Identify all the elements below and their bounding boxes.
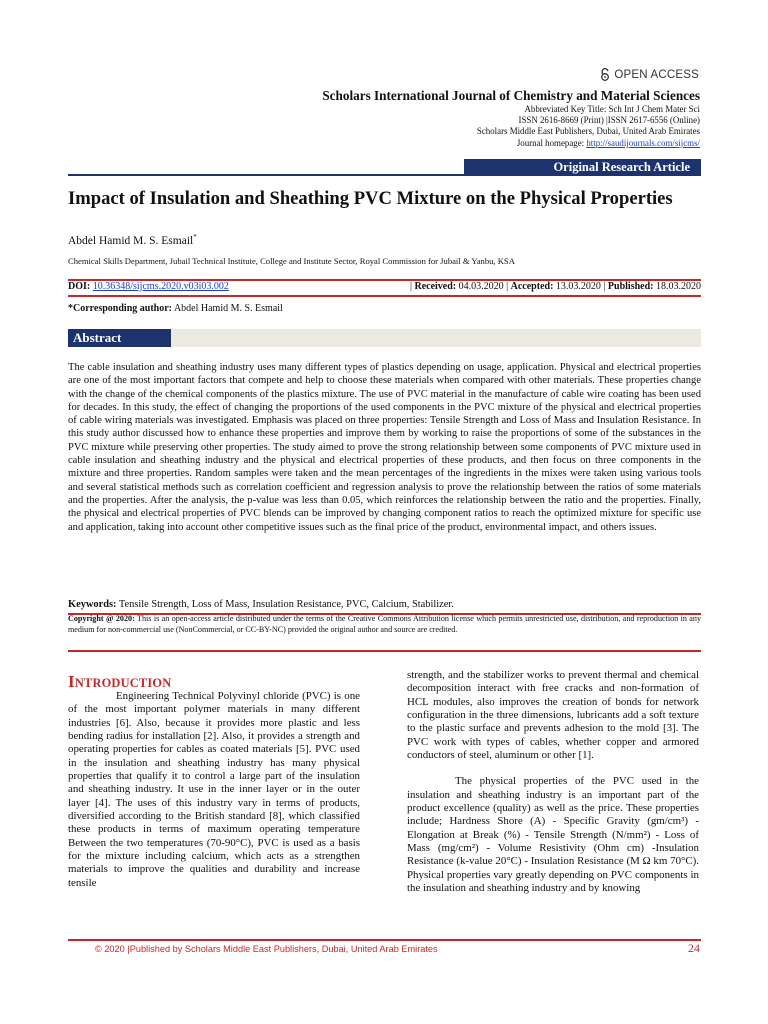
open-access-label: OPEN ACCESS bbox=[614, 68, 699, 81]
publisher-line: Scholars Middle East Publishers, Dubai, United Arab Emirates bbox=[476, 126, 700, 136]
published-date: 18.03.2020 bbox=[656, 281, 701, 292]
homepage-label: Journal homepage: bbox=[516, 138, 587, 148]
intro-left-column bbox=[68, 690, 360, 890]
copyright-notice bbox=[68, 614, 701, 635]
received-date: 04.03.2020 bbox=[458, 281, 504, 292]
page-number: 24 bbox=[688, 941, 700, 955]
author-mark: * bbox=[193, 233, 197, 241]
article-title: Impact of Insulation and Sheathing PVC Mixture on the Physical Properties bbox=[68, 188, 673, 209]
footer-rule bbox=[68, 939, 701, 941]
doi bbox=[68, 281, 229, 292]
accepted-date: 13.03.2020 bbox=[555, 281, 601, 292]
doi-bottom-rule bbox=[68, 295, 701, 297]
corresponding-author bbox=[68, 303, 283, 314]
keywords bbox=[68, 599, 454, 610]
abbreviated-key-title: Abbreviated Key Title: Sch Int J Chem Mater Sci bbox=[524, 104, 700, 114]
copyright-bottom-rule bbox=[68, 650, 701, 652]
abstract-text: The cable insulation and sheathing industry uses many different types of plastics depending on usage, application. Physical and electrical properties are one of the most important factors that compete and help to choose these materials when compared with other materials. These properties change with the change of the chemical components of the plastics mixture. The use of PVC material in the manufacture of cable wire coating has been used for decades. In this study, the effect of changing the proportions of the used components in the PVC mixture of the physical and electrical properties of cable wiring materials was investigated. Emphasis was placed on three properties: Tensile Strength and Loss of Mass and Insulation Resistance. In this study author discussed how to enhance these properties and improve them by working to raise the proportions of some of the substances in the PVC mixture while preserving other properties. The study aimed to prove the strong relationship between some components of PVC mixture used in cable insulation and sheathing industry and the physical and electrical properties of these products, and then focus on three components in the mixture and three properties. Random samples were taken and the mean percentages of the ingredients in the mixes were taken using various tools and several statistical methods such as correlation coefficient and regression analysis to prove the relationship between the ratios of some materials and the properties. After the analysis, the p-value was less than 0.05, which reinforces the relationship between the ratio and the properties. Finally, the physical and electrical properties of PVC blends can be improved by changing component ratios to reach the optimized mixture for specific use and application, taking into account other competitive issues such as the final price of the product, environmental impact, and others issues. bbox=[68, 362, 701, 533]
intro-paragraph-2: strength, and the stabilizer works to prevent thermal and chemical decomposition interact with free cracks and non-formation of HCL modules, also improves the creation of bonds for network configuration in the three dimensions, lubricants add a soft texture to the plastic surface and prevents adhesion to the mold [3]. The PVC work with types of cables, whether copper and armored conductors of steel, aluminum or other [1]. bbox=[407, 669, 699, 762]
introduction-heading-rest: NTRODUCTION bbox=[74, 676, 172, 690]
open-lock-icon bbox=[600, 68, 610, 81]
issn-line: ISSN 2616-8669 (Print) |ISSN 2617-6556 (Online) bbox=[518, 115, 700, 125]
homepage-link[interactable]: http://saudijournals.com/sijcms/ bbox=[586, 138, 700, 148]
introduction-heading-initial: I bbox=[68, 672, 75, 691]
author bbox=[68, 233, 197, 247]
abstract-heading: Abstract bbox=[73, 330, 122, 345]
article-type: Original Research Article bbox=[553, 160, 690, 174]
keywords-list: Tensile Strength, Loss of Mass, Insulation Resistance, PVC, Calcium, Stabilizer. bbox=[118, 599, 454, 610]
journal-title: Scholars International Journal of Chemistry and Material Sciences bbox=[322, 88, 700, 103]
published-label: Published: bbox=[607, 281, 654, 292]
copyright-text: This is an open-access article distributed under the terms of the Creative Commons Attribution license which permits unrestricted use, distribution, and reproduction in any medium for non-commercial use (NonCommercial, or CC-BY-NC) provided the original author and source are credited. bbox=[68, 614, 701, 634]
footer-text: © 2020 |Published by Scholars Middle East Publishers, Dubai, United Arab Emirates bbox=[95, 944, 438, 954]
accepted-label: Accepted: bbox=[510, 281, 554, 292]
dates: | Received: 04.03.2020 | Accepted: 13.03.2020 | Published: 18.03.2020 bbox=[409, 281, 701, 292]
doi-label: DOI: bbox=[68, 281, 91, 292]
intro-paragraph-1: Engineering Technical Polyvinyl chloride (PVC) is one of the most important polymer materials in many different industries [6]. Also, because it provides more plastic and less bending radius for installation [2]. Also, it provides a strength and operating properties for cables as coated materials [5]. PVC used in the insulation and sheathing industry has many physical properties that qualify it to control a large part of the insulation and sheathing industry. It use in the inner layer or in the outer layer [4]. The uses of this industry vary in terms of products, diversified according to the British standard [8], which classified these products in terms of maximum operating temperature Between the two temperatures (70-90°C), PVC is used as a basis for the mixture including calcium, which acts as a strengthen materials to improve the qualities and durability and increase tensile bbox=[68, 690, 360, 889]
article-type-rule bbox=[68, 174, 464, 176]
introduction-heading bbox=[68, 672, 171, 692]
copyright-label: Copyright @ 2020: bbox=[68, 614, 135, 623]
intro-paragraph-3: The physical properties of the PVC used in the insulation and sheathing industry is an important part of the product excellence (quality) as well as the price. These properties include; Hardness Shore (A) - Specific Gravity (gm/cm³) - Elongation at Break (%) - Tensile Strength (N/mm²) - Loss of Mass (mg/cm²) - Volume Resistivity (Ohm cm) -Insulation Resistance (k-value 20°C) - Insulation Resistance (M Ω km 70°C). Physical properties vary greatly depending on PVC components in the insulation and sheathing industry and by knowing bbox=[407, 775, 699, 895]
journal-homepage bbox=[517, 138, 700, 148]
corresponding-name: Abdel Hamid M. S. Esmail bbox=[173, 303, 283, 314]
doi-row bbox=[68, 281, 701, 292]
doi-link[interactable]: 10.36348/sijcms.2020.v03i03.002 bbox=[92, 281, 229, 292]
keywords-label: Keywords: bbox=[68, 599, 117, 610]
intro-right-column bbox=[407, 669, 699, 896]
author-name: Abdel Hamid M. S. Esmail bbox=[68, 234, 194, 247]
affiliation: Chemical Skills Department, Jubail Technical Institute, College and Institute Sector, Royal Commission for Jubail & Yanbu, KSA bbox=[68, 256, 515, 266]
received-label: Received: bbox=[414, 281, 457, 292]
open-access-badge bbox=[600, 68, 699, 81]
corresponding-label: *Corresponding author: bbox=[68, 303, 172, 314]
